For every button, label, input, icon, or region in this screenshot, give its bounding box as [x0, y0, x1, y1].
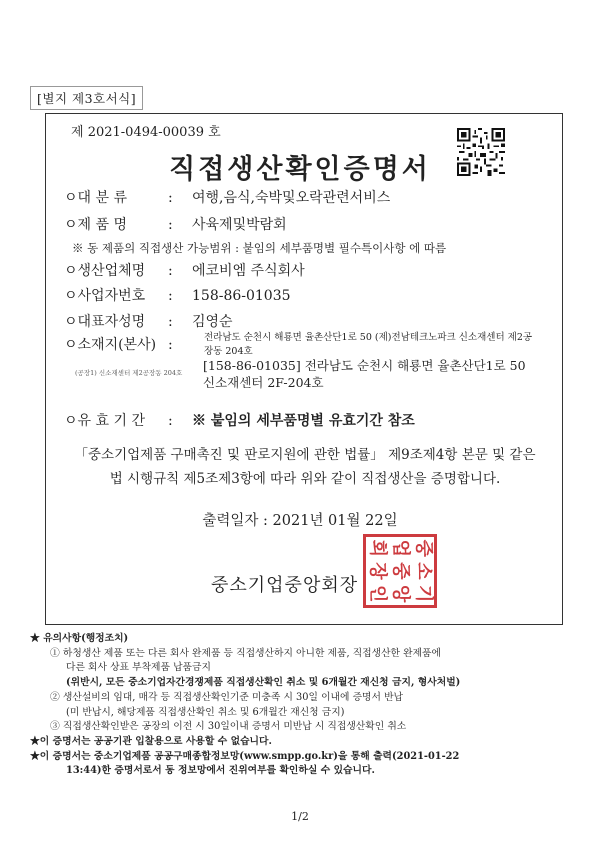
field-hq-location: ㅇ소재지(본사) : — [64, 334, 192, 354]
seal-char: 소 — [412, 562, 434, 580]
notice-item: (위반시, 모든 중소기업자간경쟁제품 직접생산확인 취소 및 6개월간 재신청 금지, 형사처벌) — [66, 677, 461, 689]
seal-char: 회 — [367, 539, 389, 558]
notice-item: 다른 회사 상표 부착제품 납품금지 — [66, 662, 211, 674]
certificate-title: 직접생산확인증명서 — [169, 154, 431, 185]
production-range-note: ※ 동 제품의 직접생산 가능범위 : 붙임의 세부품명별 필수특이사항 에 따름 — [72, 241, 447, 255]
field-company-name: ㅇ생산업체명 : 에코비엠 주식회사 — [64, 260, 305, 280]
field-value: 사육제및박람회 — [192, 217, 287, 233]
notice-item: ① 하청생산 제품 또는 다른 회사 완제품 등 직접생산하지 아니한 제품, 직접생산한 완제품에 — [50, 647, 441, 659]
official-seal-stamp — [363, 534, 437, 608]
field-value: 여행,음식,숙박및오락관련서비스 — [192, 190, 391, 206]
field-label: ㅇ소재지(본사) — [64, 337, 157, 353]
field-label: ㅇ유 효 기 간 — [64, 413, 145, 429]
notice-item: ② 생산설비의 임대, 매각 등 직접생산확인기준 미충족 시 30일 이내에 증명서 반납 — [50, 691, 404, 703]
print-date: 출력일자 : 2021년 01월 22일 — [202, 513, 398, 529]
notice-item: (미 반납시, 해당제품 직접생산확인 취소 및 6개월간 재신청 금지) — [66, 706, 345, 718]
field-label: ㅇ대표자성명 — [64, 314, 146, 330]
field-validity: ㅇ유 효 기 간 : ※ 붙임의 세부품명별 유효기간 참조 — [64, 410, 415, 430]
field-value: 김영순 — [192, 314, 233, 330]
field-label: ㅇ사업자번호 — [64, 288, 146, 304]
field-category: ㅇ대 분 류 : 여행,음식,숙박및오락관련서비스 — [64, 187, 390, 207]
factory-side-note: (공장1) 신소재센터 제2공장동 204호 — [75, 369, 183, 377]
certificate-number: 제 2021-0494-00039 호 — [71, 125, 221, 140]
factory-address: [158-86-01035] 전라남도 순천시 해룡면 율촌산단1로 50 신소재센터 2F-204호 — [203, 358, 526, 390]
seal-char: 기 — [412, 584, 434, 603]
notice-item: 13:44)한 증명서로서 동 정보망에서 진위여부를 확인하실 수 있습니다. — [66, 765, 375, 777]
seal-char: 중 — [390, 562, 412, 580]
notice-item: ★이 증명서는 중소기업제품 공공구매종합정보망(www.smpp.go.kr)을 통해 출력(2021-01-22 — [30, 750, 460, 762]
field-label: ㅇ생산업체명 — [64, 263, 146, 279]
field-value: 에코비엠 주식회사 — [192, 263, 305, 279]
seal-char: 장 — [367, 562, 389, 580]
notice-item: ③ 직접생산확인받은 공장의 이전 시 30일이내 증명서 미반납 시 직접생산확인 취소 — [50, 721, 407, 733]
field-value: ※ 붙임의 세부품명별 유효기간 참조 — [192, 413, 415, 429]
legal-statement: 「중소기업제품 구매촉진 및 판로지원에 관한 법률」 제9조제4항 본문 및 같은 법 시행규칙 제5조제3항에 따라 위와 같이 직접생산을 증명합니다. — [74, 447, 536, 487]
field-product-name: ㅇ제 품 명 : 사육제및박람회 — [64, 214, 287, 234]
seal-char: 업 — [390, 539, 412, 558]
field-business-number: ㅇ사업자번호 : 158-86-01035 — [64, 285, 291, 305]
hq-address: 전라남도 순천시 해룡면 율촌산단1로 50 (제)전남테크노파크 신소재센터 제2공장동 204호 — [204, 332, 533, 357]
notice-item: ★이 증명서는 공공기관 입찰용으로 사용할 수 없습니다. — [30, 735, 272, 747]
field-value: 158-86-01035 — [192, 288, 291, 304]
field-representative: ㅇ대표자성명 : 김영순 — [64, 311, 233, 331]
seal-char: 앙 — [390, 584, 412, 603]
seal-char: 중 — [412, 539, 434, 558]
notice-header: ★ 유의사항(행정조치) — [30, 633, 129, 644]
field-label: ㅇ제 품 명 — [64, 217, 127, 233]
seal-char: 인 — [367, 584, 389, 603]
issuer-name: 중소기업중앙회장 — [211, 575, 359, 596]
page-number: 1/2 — [291, 810, 309, 823]
form-number-tag: [별지 제3호서식] — [30, 86, 143, 110]
notice-section — [30, 632, 575, 779]
field-label: ㅇ대 분 류 — [64, 190, 127, 206]
